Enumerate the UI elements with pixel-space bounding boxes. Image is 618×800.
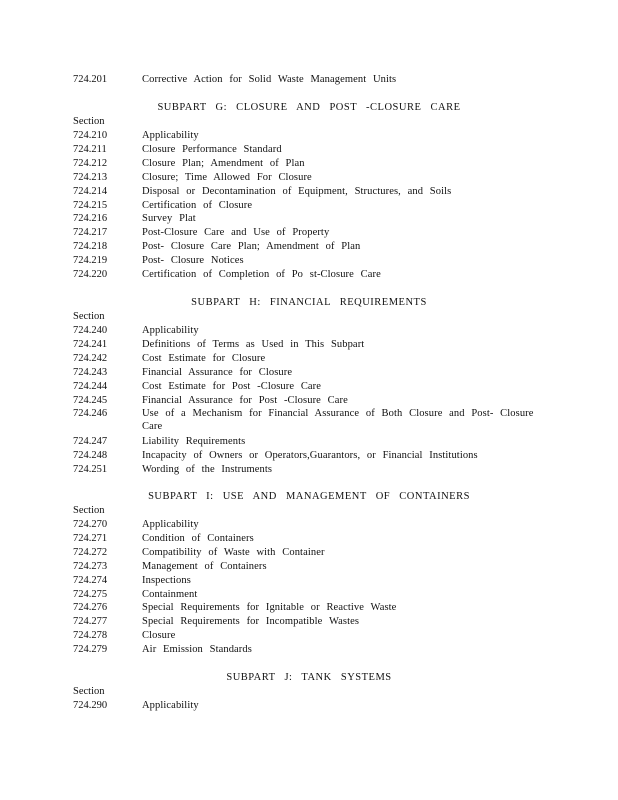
section-title: Compatibility of Waste with Container (142, 546, 325, 558)
section-title: Disposal or Decontamination of Equipment, Structures, and Soils (142, 185, 452, 197)
section-number: 724.275 (73, 588, 108, 600)
section-title: Applicability (142, 519, 199, 530)
section-label: Section (73, 116, 105, 127)
section-title: Corrective Action for Solid Waste Management Units (142, 74, 397, 85)
section-number: 724.273 (73, 560, 108, 572)
section-number: 724.210 (73, 130, 108, 141)
section-title: Air Emission Standards (142, 644, 252, 656)
section-number: 724.272 (73, 546, 108, 558)
section-number: 724.279 (73, 644, 108, 656)
section-label: Section (73, 505, 105, 516)
section-title: Inspections (142, 574, 191, 586)
section-title: Condition of Containers (142, 532, 254, 544)
section-number: 724.247 (73, 436, 108, 448)
section-number: 724.244 (73, 380, 108, 392)
section-number: 724.241 (73, 338, 108, 350)
section-title: Incapacity of Owners or Operators,Guarantors, or Financial Institutions (142, 450, 478, 462)
section-title: Post- Closure Care Plan; Amendment of Plan (142, 241, 361, 253)
section-label: Section (73, 311, 105, 322)
section-title: Certification of Completion of Po st-Closure Care (142, 269, 381, 280)
section-title: Special Requirements for Incompatible Wastes (142, 616, 360, 628)
subpart-heading: SUBPART H: FINANCIAL REQUIREMENTS (191, 297, 427, 308)
section-title: Financial Assurance for Post -Closure Care (142, 394, 348, 406)
section-number: 724.274 (73, 574, 108, 586)
section-title: Closure Plan; Amendment of Plan (142, 157, 305, 169)
section-title: Definitions of Terms as Used in This Subpart (142, 338, 365, 350)
section-title: Closure Performance Standard (142, 143, 282, 155)
section-number: 724.271 (73, 532, 108, 544)
section-title: Applicability (142, 700, 199, 711)
section-number: 724.212 (73, 157, 108, 169)
section-number: 724.214 (73, 185, 108, 197)
section-title: Special Requirements for Ignitable or Reactive Waste (142, 602, 397, 614)
section-number: 724.215 (73, 199, 108, 211)
section-number: 724.248 (73, 450, 108, 462)
subpart-heading: SUBPART J: TANK SYSTEMS (226, 672, 392, 683)
section-number: 724.278 (73, 630, 108, 642)
section-title: Closure; Time Allowed For Closure (142, 171, 312, 183)
subpart-heading: SUBPART G: CLOSURE AND POST -CLOSURE CARE (157, 102, 461, 113)
section-number: 724.246 (73, 408, 108, 420)
section-title: Liability Requirements (142, 436, 246, 448)
section-number: 724.218 (73, 241, 108, 253)
section-number: 724.216 (73, 213, 108, 225)
section-number: 724.243 (73, 366, 108, 378)
section-title: Applicability (142, 325, 199, 336)
section-number: 724.211 (73, 143, 107, 155)
section-number: 724.213 (73, 171, 108, 183)
section-title: Post- Closure Notices (142, 255, 244, 267)
section-number: 724.240 (73, 325, 108, 336)
section-number: 724.276 (73, 602, 108, 614)
section-title: Survey Plat (142, 213, 196, 225)
section-title: Containment (142, 588, 198, 600)
section-label: Section (73, 686, 105, 697)
section-title: Closure (142, 630, 176, 642)
section-number: 724.220 (73, 269, 108, 280)
section-title: Cost Estimate for Post -Closure Care (142, 380, 322, 392)
section-number: 724.277 (73, 616, 108, 628)
section-number: 724.251 (73, 464, 108, 475)
section-number: 724.270 (73, 519, 108, 530)
section-number: 724.219 (73, 255, 108, 267)
section-title: Financial Assurance for Closure (142, 366, 293, 378)
section-number: 724.201 (73, 74, 108, 85)
subpart-heading: SUBPART I: USE AND MANAGEMENT OF CONTAINERS (148, 491, 470, 502)
section-number: 724.242 (73, 352, 108, 364)
section-number: 724.217 (73, 227, 108, 239)
section-title: Management of Containers (142, 560, 267, 572)
section-title: Applicability (142, 130, 199, 141)
section-number: 724.245 (73, 394, 108, 406)
section-title: Post-Closure Care and Use of Property (142, 227, 330, 239)
section-title: Certification of Closure (142, 199, 253, 211)
section-title: Cost Estimate for Closure (142, 352, 266, 364)
section-title: Wording of the Instruments (142, 464, 273, 475)
section-number: 724.290 (73, 700, 108, 711)
section-title: Use of a Mechanism for Financial Assurance of Both Closure and Post- Closure Care (142, 408, 534, 433)
